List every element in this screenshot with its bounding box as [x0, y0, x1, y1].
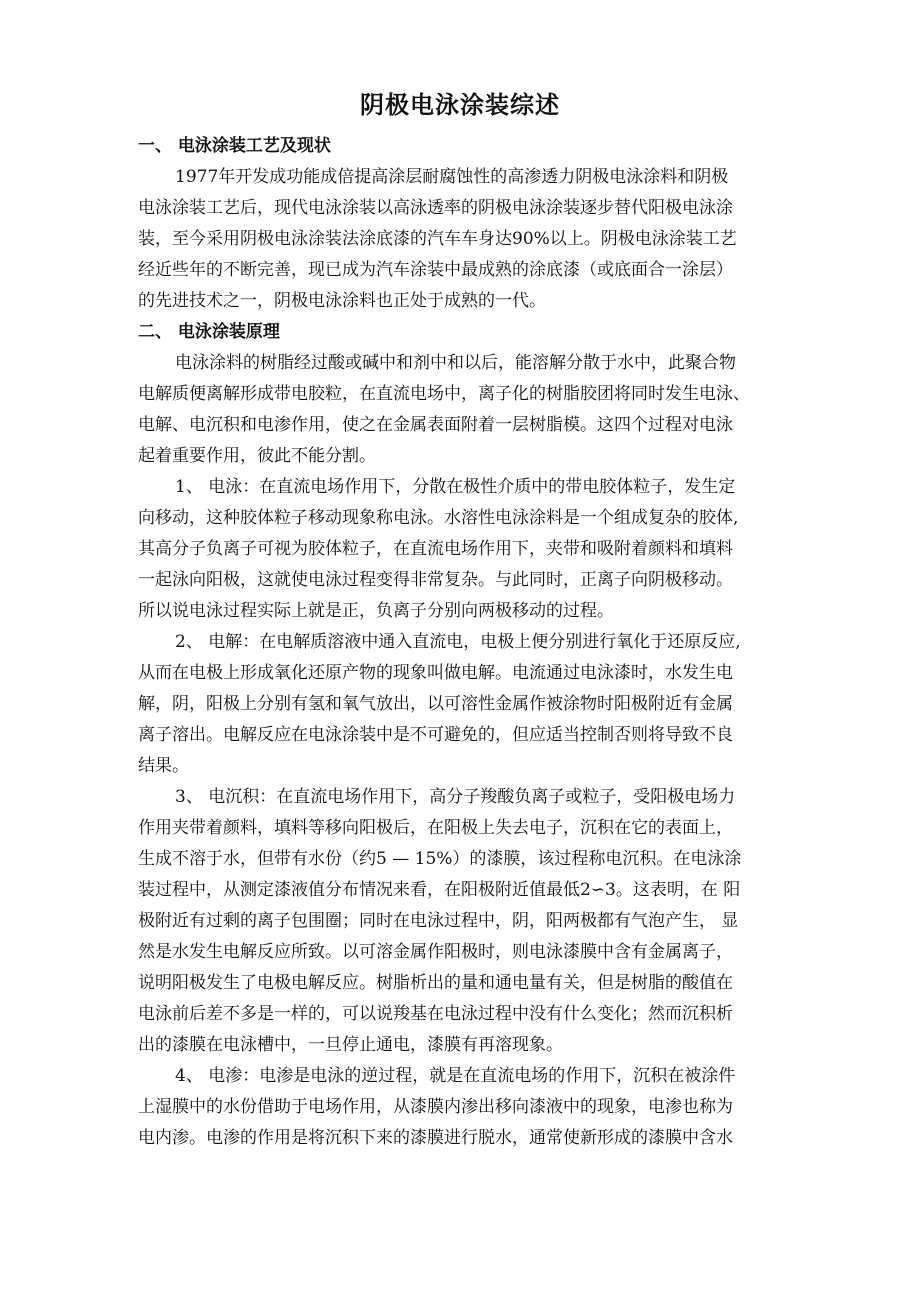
paragraph-line: 作用夹带着颜料，填料等移向阳极后，在阳极上失去电子，沉积在它的表面上， [138, 818, 733, 838]
paragraph-line: 经近些年的不断完善，现已成为汽车涂装中最成熟的涂底漆（或底面合一涂层） [138, 260, 733, 280]
paragraph-line: 4、 电渗：电渗是电泳的逆过程，就是在直流电场的作用下，沉积在被涂件 [175, 1066, 736, 1086]
paragraph-line: 1、 电泳：在直流电场作用下，分散在极性介质中的带电胶体粒子，发生定 [175, 477, 736, 497]
paragraph-line: 起着重要作用，彼此不能分割。 [138, 446, 376, 466]
paragraph-line: 电解质便离解形成带电胶粒，在直流电场中，离子化的树脂胶团将同时发生电泳、 [138, 384, 750, 404]
paragraph-line: 所以说电泳过程实际上就是正，负离子分别向两极移动的过程。 [138, 601, 614, 621]
section-heading-2: 二、 电泳涂装原理 [138, 322, 280, 342]
paragraph-line: 向移动，这种胶体粒子移动现象称电泳。水溶性电泳涂料是一个组成复杂的胶体, [138, 508, 739, 528]
paragraph-line: 电内渗。电渗的作用是将沉积下来的漆膜进行脱水，通常使新形成的漆膜中含水 [138, 1128, 733, 1148]
paragraph-line: 其高分子负离子可视为胶体粒子，在直流电场作用下，夹带和吸附着颜料和填料 [138, 539, 733, 559]
paragraph-line: 生成不溶于水，但带有水份（约5 — 15%）的漆膜，该过程称电沉积。在电泳涂 [138, 849, 742, 869]
paragraph-line: 2、 电解：在电解质溶液中通入直流电，电极上便分别进行氧化于还原反应, [175, 632, 741, 652]
paragraph-line: 装过程中，从测定漆液值分布情况来看，在阳极附近值最低2∽3。这表明，在 阳 [138, 880, 741, 900]
paragraph-line: 极附近有过剩的离子包围圈；同时在电泳过程中，阴，阳两极都有气泡产生， 显 [138, 911, 739, 931]
paragraph-line: 出的漆膜在电泳槽中，一旦停止通电，漆膜有再溶现象。 [138, 1035, 563, 1055]
document-title: 阴极电泳涂装综述 [360, 90, 560, 119]
paragraph-line: 1977年开发成功能成倍提高涂层耐腐蚀性的高渗透力阴极电泳涂料和阴极 [175, 167, 729, 187]
paragraph-line: 结果。 [138, 756, 189, 776]
section-heading-1: 一、 电泳涂装工艺及现状 [138, 136, 331, 156]
paragraph-line: 3、 电沉积：在直流电场作用下，高分子羧酸负离子或粒子，受阳极电场力 [175, 787, 736, 807]
paragraph-line: 的先进技术之一，阴极电泳涂料也正处于成熟的一代。 [138, 291, 546, 311]
paragraph-line: 说明阳极发生了电极电解反应。树脂析出的量和通电量有关，但是树脂的酸值在 [138, 973, 733, 993]
paragraph-line: 电解、电沉积和电渗作用，使之在金属表面附着一层树脂模。这四个过程对电泳 [138, 415, 733, 435]
paragraph-line: 电泳涂装工艺后，现代电泳涂装以高泳透率的阴极电泳涂装逐步替代阳极电泳涂 [138, 198, 733, 218]
paragraph-line: 一起泳向阳极，这就使电泳过程变得非常复杂。与此同时，正离子向阴极移动。 [138, 570, 733, 590]
paragraph-line: 上湿膜中的水份借助于电场作用，从漆膜内渗出移向漆液中的现象，电渗也称为 [138, 1097, 733, 1117]
paragraph-line: 离子溶出。电解反应在电泳涂装中是不可避免的，但应适当控制否则将导致不良 [138, 725, 733, 745]
paragraph-line: 装，至今采用阴极电泳涂装法涂底漆的汽车车身达90%以上。阴极电泳涂装工艺 [138, 229, 737, 249]
paragraph-line: 电泳前后差不多是一样的，可以说羧基在电泳过程中没有什么变化；然而沉积析 [138, 1004, 733, 1024]
paragraph-line: 电泳涂料的树脂经过酸或碱中和剂中和以后，能溶解分散于水中，此聚合物 [175, 353, 736, 373]
paragraph-line: 从而在电极上形成氧化还原产物的现象叫做电解。电流通过电泳漆时，水发生电 [138, 663, 733, 683]
paragraph-line: 然是水发生电解反应所致。以可溶金属作阳极时，则电泳漆膜中含有金属离子， [138, 942, 733, 962]
paragraph-line: 解，阴，阳极上分别有氢和氧气放出，以可溶性金属作被涂物时阳极附近有金属 [138, 694, 733, 714]
